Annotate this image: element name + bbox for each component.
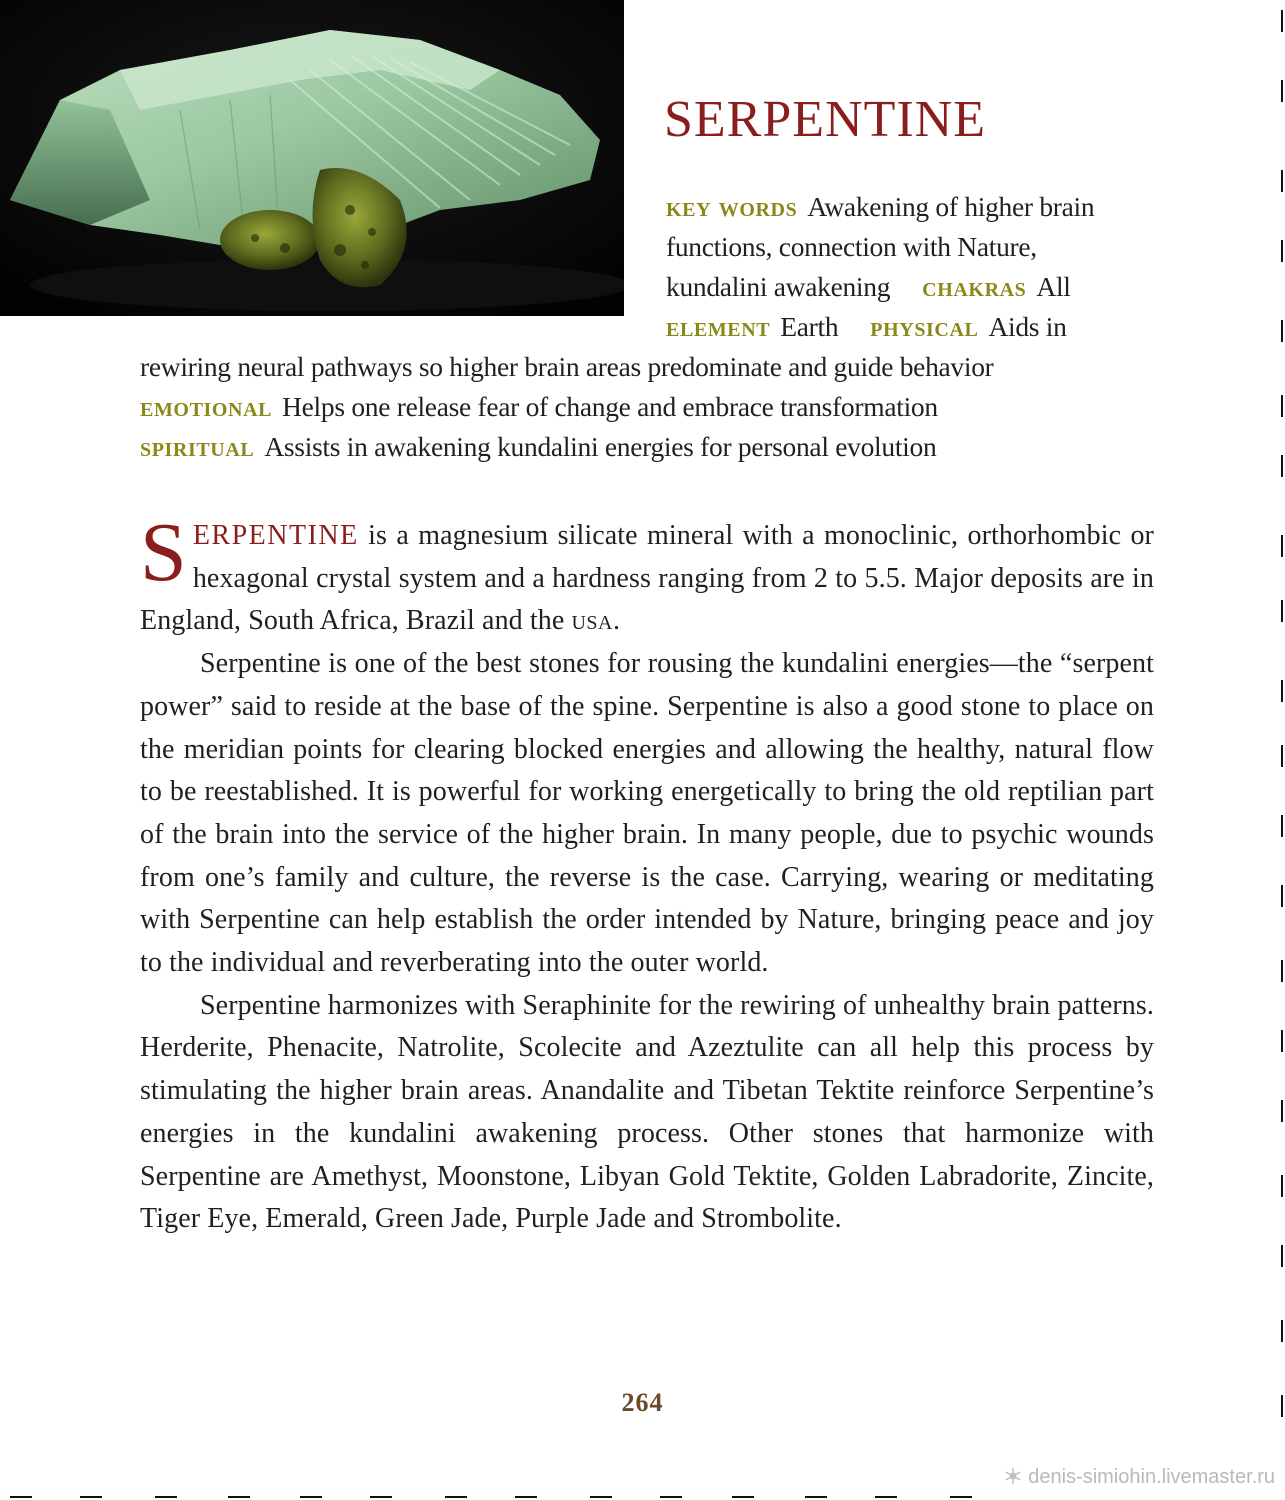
physical-label: physical [870, 312, 979, 343]
crop-marks-bottom [0, 1494, 1285, 1500]
key-words-text-3: kundalini awakening [666, 271, 891, 302]
body-text [140, 506, 1154, 1241]
chakras-label: chakras [922, 272, 1027, 303]
watermark-text: denis-simiohin.livemaster.ru [1028, 1466, 1275, 1488]
serpentine-specimen-illustration [0, 0, 624, 316]
page-number: 264 [621, 1388, 664, 1417]
physical-line-2 [140, 347, 994, 387]
element-label: element [666, 312, 771, 343]
paragraph-1 [140, 506, 1154, 643]
key-words-text-2: functions, connection with Nature, [666, 231, 1037, 262]
spiritual-line [140, 427, 936, 468]
key-words-chakras-line [666, 267, 1071, 308]
usa-abbreviation: usa [571, 605, 613, 637]
mineral-photo [0, 0, 624, 316]
physical-text-2: rewiring neural pathways so higher brain areas predominate and guide behavior [140, 351, 994, 382]
paragraph-1-text-a: is a magnesium silicate mineral with a monoclinic, orthorhombic or hexagonal crystal system and a hardness ranging from 2 to 5.5. Major deposits are in England, South Africa, Brazil and the [140, 520, 1154, 637]
paragraph-2: Serpentine is one of the best stones for rousing the kundalini energies—the “serpent power” said to reside at the base of the spine. Serpentine is also a good stone to place on the meridian points for clearing blocked energies and allowing the healthy, natural flow to be reestablished. It is powerful for working energetically to bring the old reptilian part of the brain into the service of the higher brain. In many people, due to psychic wounds from one’s family and culture, the reverse is the case. Carrying, wearing or meditating with Serpentine can help establish the order intended by Nature, bringing peace and joy to the individual and reverberating into the outer world. [140, 648, 1154, 979]
emotional-value: Helps one release fear of change and embrace transformation [282, 391, 938, 422]
spiritual-label: spiritual [140, 432, 255, 463]
key-words-text-1: Awakening of higher brain [807, 191, 1095, 222]
chakras-value: All [1036, 271, 1071, 302]
drop-cap: S [140, 506, 187, 599]
key-words-line-2 [666, 227, 1037, 267]
lead-in: ERPENTINE [192, 520, 359, 551]
paragraph-1-text-b: . [613, 605, 621, 637]
spiritual-value: Assists in awakening kundalini energies for personal evolution [264, 431, 937, 462]
crop-marks-right [1279, 0, 1285, 1500]
element-physical-line [666, 307, 1067, 348]
key-words-line-1 [666, 187, 1094, 228]
snowflake-icon [1004, 1467, 1022, 1485]
element-value: Earth [780, 311, 839, 342]
page-title: SERPENTINE [664, 91, 986, 148]
emotional-label: emotional [140, 392, 273, 423]
watermark [1004, 1466, 1275, 1489]
key-words-label: key words [666, 192, 798, 223]
physical-text-1: Aids in [988, 311, 1067, 342]
emotional-line [140, 387, 938, 428]
paragraph-3: Serpentine harmonizes with Seraphinite for the rewiring of unhealthy brain patterns. Herderite, Phenacite, Natrolite, Scolecite and Azeztulite can all help this process by stimulating the higher brain areas. Anandalite and Tibetan Tektite reinforce Serpentine’s energies in the kundalini awakening process. Other stones that harmonize with Serpentine are Amethyst, Moonstone, Libyan Gold Tektite, Golden Labradorite, Zincite, Tiger Eye, Emerald, Green Jade, Purple Jade and Strombolite. [140, 989, 1154, 1235]
